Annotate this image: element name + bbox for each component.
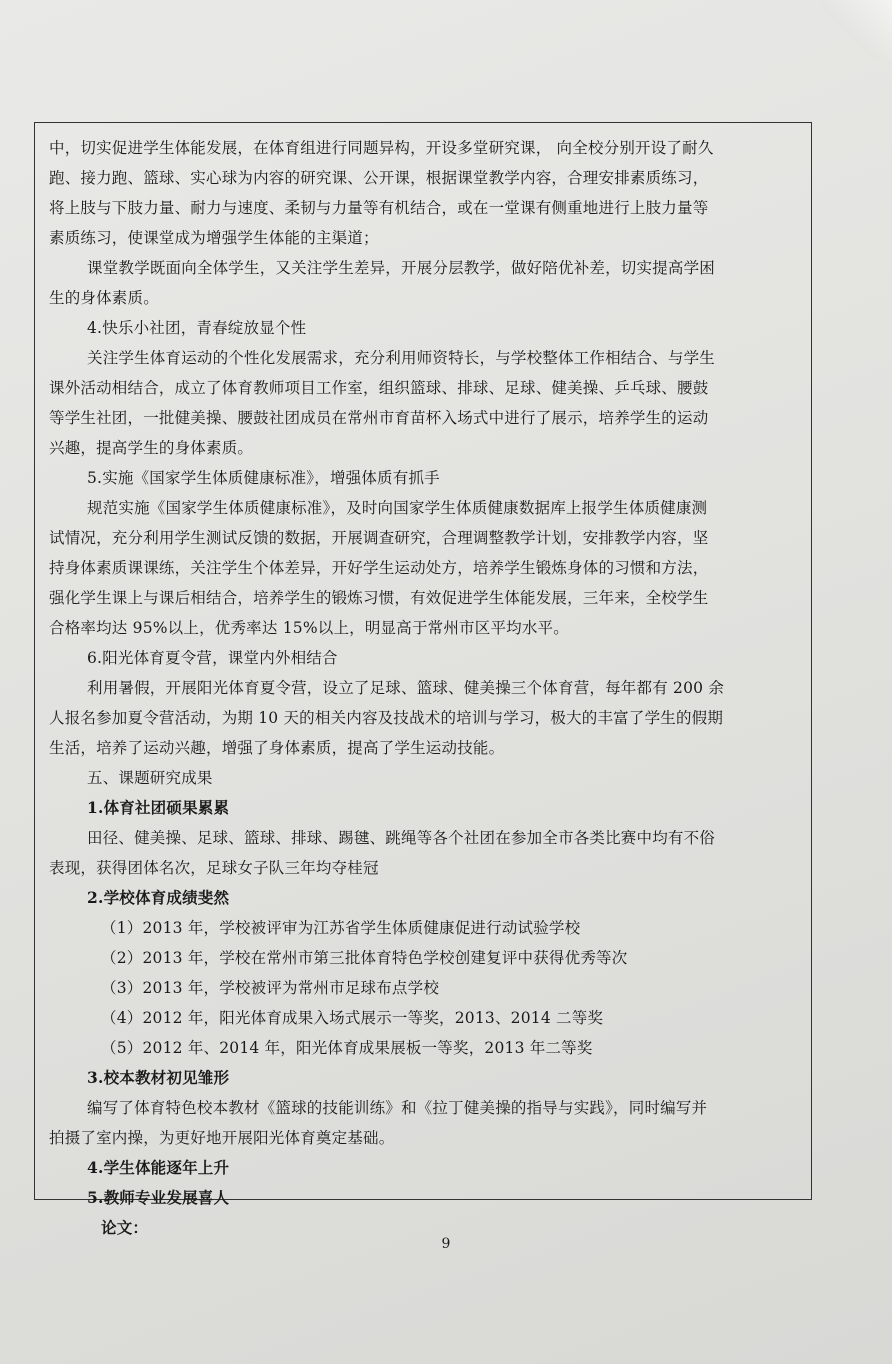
chapter-heading: 五、课题研究成果 — [87, 769, 213, 787]
section-heading: 1.体育社团硕果累累 — [87, 798, 230, 817]
text-line: 持身体素质课课练，关注学生个体差异，开好学生运动处方，培养学生锻炼身体的习惯和方法， — [49, 559, 709, 577]
text-line: 关注学生体育运动的个性化发展需求，充分利用师资特长，与学校整体工作相结合、与学生 — [87, 349, 716, 367]
page-number: 9 — [441, 1236, 451, 1252]
text-line: 将上肢与下肢力量、耐力与速度、柔韧与力量等有机结合，或在一堂课有侧重地进行上肢力量等 — [49, 199, 709, 217]
section-heading: 5.实施《国家学生体质健康标准》，增强体质有抓手 — [87, 469, 440, 487]
text-line: 合格率均达 95%以上，优秀率达 15%以上，明显高于常州市区平均水平。 — [49, 619, 569, 637]
section-heading: 2.学校体育成绩斐然 — [87, 888, 230, 907]
list-item: （2）2013 年，学校在常州市第三批体育特色学校创建复评中获得优秀等次 — [101, 949, 628, 967]
list-item: （1）2013 年，学校被评审为江苏省学生体质健康促进行动试验学校 — [101, 919, 581, 937]
text-line: 等学生社团，一批健美操、腰鼓社团成员在常州市育苗杯入场式中进行了展示，培养学生的运动 — [49, 409, 709, 427]
text-line: 表现，获得团体名次，足球女子队三年均夺桂冠 — [49, 859, 379, 877]
text-line: 兴趣，提高学生的身体素质。 — [49, 439, 254, 457]
text-line: 利用暑假，开展阳光体育夏令营，设立了足球、篮球、健美操三个体育营，每年都有 200 余 — [87, 679, 725, 697]
text-line: 生的身体素质。 — [49, 289, 159, 307]
list-item: （3）2013 年，学校被评为常州市足球布点学校 — [101, 979, 440, 997]
section-heading: 4.学生体能逐年上升 — [87, 1158, 230, 1177]
text-line: 强化学生课上与课后相结合，培养学生的锻炼习惯，有效促进学生体能发展，三年来，全校学生 — [49, 589, 709, 607]
section-heading: 5.教师专业发展喜人 — [87, 1188, 230, 1207]
text-line: 素质练习，使课堂成为增强学生体能的主渠道； — [49, 229, 379, 247]
text-line: 跑、接力跑、篮球、实心球为内容的研究课、公开课，根据课堂教学内容，合理安排素质练习， — [49, 169, 709, 187]
text-line: 编写了体育特色校本教材《篮球的技能训练》和《拉丁健美操的指导与实践》，同时编写并 — [87, 1099, 708, 1117]
list-item: （4）2012 年，阳光体育成果入场式展示一等奖，2013、2014 二等奖 — [101, 1009, 604, 1027]
text-line: 中，切实促进学生体能发展，在体育组进行同题异构，开设多堂研究课， 向全校分别开设了耐久 — [49, 139, 714, 157]
text-line: 课堂教学既面向全体学生，又关注学生差异，开展分层教学，做好陪优补差，切实提高学困 — [87, 259, 716, 277]
list-item: （5）2012 年、2014 年，阳光体育成果展板一等奖，2013 年二等奖 — [101, 1039, 593, 1057]
section-heading: 4.快乐小社团，青春绽放显个性 — [87, 319, 307, 337]
papers-label: 论文： — [101, 1218, 149, 1237]
text-line: 拍摄了室内操，为更好地开展阳光体育奠定基础。 — [49, 1129, 395, 1147]
page-corner-fold — [822, 0, 892, 60]
section-heading: 6.阳光体育夏令营，课堂内外相结合 — [87, 649, 338, 667]
text-line: 试情况，充分利用学生测试反馈的数据，开展调查研究，合理调整教学计划，安排教学内容，坚 — [49, 529, 709, 547]
section-heading: 3.校本教材初见雏形 — [87, 1068, 230, 1087]
text-line: 人报名参加夏令营活动，为期 10 天的相关内容及技战术的培训与学习，极大的丰富了学生的假期 — [49, 709, 724, 727]
text-line: 规范实施《国家学生体质健康标准》，及时向国家学生体质健康数据库上报学生体质健康测 — [87, 499, 708, 517]
text-line: 生活，培养了运动兴趣，增强了身体素质，提高了学生运动技能。 — [49, 739, 505, 757]
content-box — [34, 122, 812, 1237]
text-line: 田径、健美操、足球、篮球、排球、踢毽、跳绳等各个社团在参加全市各类比赛中均有不俗 — [87, 829, 716, 847]
text-line: 课外活动相结合，成立了体育教师项目工作室，组织篮球、排球、足球、健美操、乒乓球、腰鼓 — [49, 379, 709, 397]
